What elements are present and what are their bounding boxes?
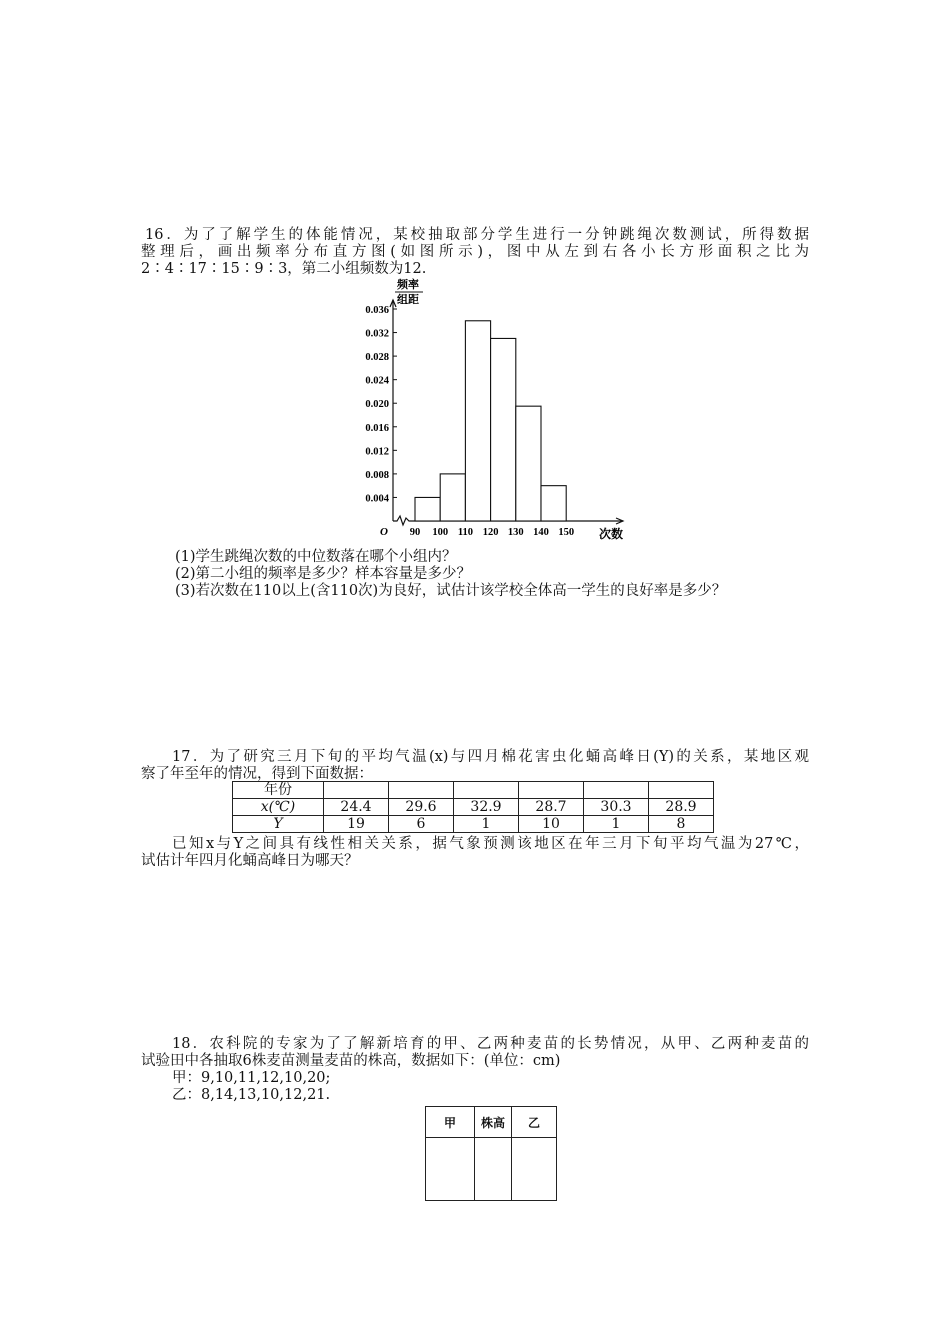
q17-data-table [232, 781, 714, 833]
y-cell: 1 [584, 816, 649, 833]
x-axis-label: 次数 [599, 527, 624, 541]
x-tick-label: 110 [457, 527, 473, 538]
y-tick-label: 0.012 [365, 446, 389, 458]
y-cell: 19 [324, 816, 389, 833]
y-tick-label: 0.024 [365, 375, 389, 387]
header-yi: 乙 [512, 1107, 557, 1138]
histogram-bar [516, 406, 541, 521]
leaf-yi-cell [512, 1138, 557, 1201]
q16-line-1: 16．为了了解学生的体能情况，某校抽取部分学生进行一分钟跳绳次数测试，所得数据 [145, 227, 809, 243]
y-cell: 6 [389, 816, 454, 833]
q18-line-2: 试验田中各抽取6株麦苗测量麦苗的株高，数据如下：(单位：cm) [141, 1053, 561, 1069]
q17-text-1: 已知x与Y之间具有线性相关关系，据气象预测该地区在年三月下旬平均气温为27℃， [172, 836, 809, 852]
y-axis-label-bottom: 组距 [397, 294, 419, 306]
q16-line-2: 整理后，画出频率分布直方图(如图所示)，图中从左到右各小长方形面积之比为 [141, 244, 809, 260]
y-cell: 10 [519, 816, 584, 833]
q16-sub-1: (1)学生跳绳次数的中位数落在哪个小组内？ [175, 549, 457, 565]
y-tick-label: 0.008 [365, 469, 389, 481]
q18-yi-data: 乙：8,14,13,10,12,21. [172, 1087, 331, 1103]
histogram-bar [541, 486, 566, 521]
y-cell: 8 [649, 816, 714, 833]
chart-x-ticks [410, 527, 574, 538]
q17-line-1: 17．为了研究三月下旬的平均气温(x)与四月棉花害虫化蛹高峰日(Y)的关系，某地区观 [172, 749, 809, 765]
y-tick-label: 0.020 [365, 399, 389, 411]
year-cell [584, 782, 649, 799]
x-tick-label: 120 [482, 527, 499, 538]
table-row-y [233, 816, 714, 833]
q16-sub-3: (3)若次数在110以上(含110次)为良好，试估计该学校全体高一学生的良好率是多少？ [175, 583, 727, 599]
x-cell: 24.4 [324, 799, 389, 816]
header-jia: 甲 [426, 1107, 475, 1138]
y-cell: 1 [454, 816, 519, 833]
year-cell [454, 782, 519, 799]
table-row-year [233, 782, 714, 799]
x-tick-label: 150 [558, 527, 575, 538]
y-tick-label: 0.032 [365, 328, 389, 340]
y-axis-label-top: 频率 [397, 279, 419, 291]
x-cell: 32.9 [454, 799, 519, 816]
x-tick-label: 100 [432, 527, 449, 538]
x-tick-label: 130 [507, 527, 524, 538]
x-cell: 30.3 [584, 799, 649, 816]
stem-cell [475, 1138, 512, 1201]
y-tick-label: 0.028 [365, 352, 389, 364]
stem-leaf-table [425, 1106, 557, 1201]
chart-bars [415, 321, 566, 521]
chart-y-ticks [365, 305, 397, 504]
x-cell: 28.7 [519, 799, 584, 816]
q16-sub-2: (2)第二小组的频率是多少？样本容量是多少？ [175, 566, 472, 582]
x-cell: 29.6 [389, 799, 454, 816]
q16-line-3: 2∶4∶17∶15∶9∶3，第二小组频数为12. [141, 261, 427, 277]
year-cell [324, 782, 389, 799]
table-row-x [233, 799, 714, 816]
histogram-bar [440, 474, 465, 521]
histogram-bar [465, 321, 490, 521]
stem-leaf-header [426, 1107, 557, 1138]
leaf-jia-cell [426, 1138, 475, 1201]
year-cell [519, 782, 584, 799]
y-tick-label: 0.004 [365, 493, 389, 505]
x-tick-label: 140 [533, 527, 549, 538]
histogram-bar [491, 338, 516, 521]
origin-label: O [380, 526, 388, 538]
y-tick-label: 0.016 [365, 422, 389, 434]
header-stem: 株高 [475, 1107, 512, 1138]
q17-text-2: 试估计年四月化蛹高峰日为哪天？ [141, 853, 359, 869]
row-label-x: x(℃) [233, 799, 324, 816]
year-cell [389, 782, 454, 799]
x-tick-label: 90 [409, 527, 421, 538]
histogram-bar [415, 497, 440, 521]
q17-line-2: 察了年至年的情况，得到下面数据： [141, 766, 373, 782]
frequency-histogram [355, 272, 635, 544]
row-label-y: Y [233, 816, 324, 833]
x-cell: 28.9 [649, 799, 714, 816]
year-cell [649, 782, 714, 799]
q18-line-1: 18．农科院的专家为了了解新培育的甲、乙两种麦苗的长势情况，从甲、乙两种麦苗的 [172, 1036, 809, 1052]
stem-leaf-body [426, 1138, 557, 1201]
y-tick-label: 0.036 [365, 305, 389, 316]
q18-jia-data: 甲：9,10,11,12,10,20; [172, 1070, 331, 1086]
row-label-year: 年份 [233, 782, 324, 799]
